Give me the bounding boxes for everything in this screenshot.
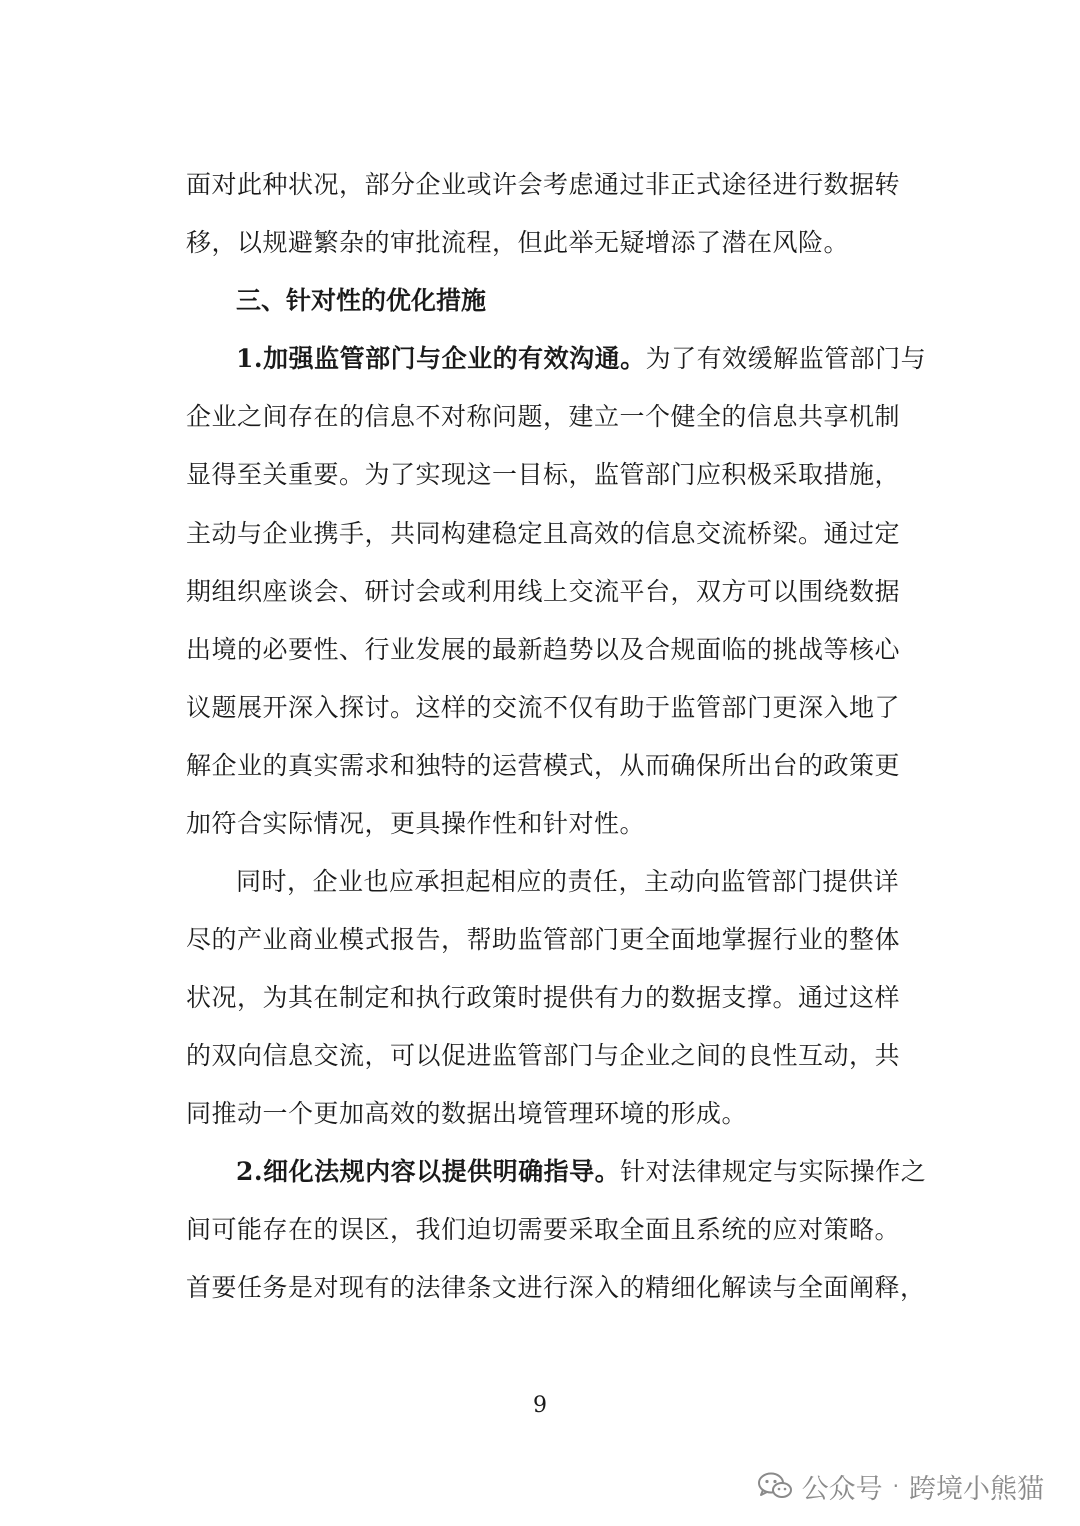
bold-lead: 2.细化法规内容以提供明确指导。 bbox=[236, 1157, 621, 1186]
paragraph-line: 解企业的真实需求和独特的运营模式，从而确保所出台的政策更 bbox=[186, 751, 901, 780]
paragraph-line: 显得至关重要。为了实现这一目标，监管部门应积极采取措施， bbox=[186, 460, 901, 489]
paragraph-line: 同推动一个更加高效的数据出境管理环境的形成。 bbox=[186, 1099, 748, 1128]
paragraph-line: 加符合实际情况，更具操作性和针对性。 bbox=[186, 809, 646, 838]
paragraph-line bbox=[236, 1156, 927, 1188]
watermark-label: 公众号 bbox=[801, 1473, 883, 1505]
paragraph-line: 尽的产业商业模式报告，帮助监管部门更全面地掌握行业的整体 bbox=[186, 925, 901, 954]
paragraph-line: 主动与企业携手，共同构建稳定且高效的信息交流桥梁。通过定 bbox=[186, 519, 901, 548]
paragraph-line: 出境的必要性、行业发展的最新趋势以及合规面临的挑战等核心 bbox=[186, 635, 901, 664]
paragraph-line: 状况，为其在制定和执行政策时提供有力的数据支撑。通过这样 bbox=[186, 983, 901, 1012]
page-number: 9 bbox=[533, 1393, 547, 1418]
paragraph-line: 间可能存在的误区，我们迫切需要采取全面且系统的应对策略。 bbox=[186, 1215, 901, 1244]
line-text: 为了有效缓解监管部门与 bbox=[645, 344, 927, 373]
paragraph-line: 企业之间存在的信息不对称问题，建立一个健全的信息共享机制 bbox=[186, 402, 901, 431]
paragraph-line: 首要任务是对现有的法律条文进行深入的精细化解读与全面阐释， bbox=[186, 1273, 926, 1302]
watermark bbox=[758, 1466, 1044, 1506]
bold-lead: 1.加强监管部门与企业的有效沟通。 bbox=[236, 344, 646, 373]
paragraph-line: 面对此种状况，部分企业或许会考虑通过非正式途径进行数据转 bbox=[186, 170, 901, 199]
paragraph-line bbox=[236, 343, 927, 375]
line-text: 针对法律规定与实际操作之 bbox=[620, 1157, 927, 1186]
wechat-icon bbox=[758, 1472, 792, 1500]
watermark-account: 跨境小熊猫 bbox=[909, 1473, 1044, 1505]
watermark-separator: · bbox=[892, 1474, 899, 1498]
paragraph-line: 期组织座谈会、研讨会或利用线上交流平台，双方可以围绕数据 bbox=[186, 577, 901, 606]
paragraph-line: 同时，企业也应承担起相应的责任，主动向监管部门提供详 bbox=[236, 867, 900, 896]
paragraph-line: 移，以规避繁杂的审批流程，但此举无疑增添了潜在风险。 bbox=[186, 228, 850, 257]
section-heading: 三、针对性的优化措施 bbox=[236, 286, 487, 315]
paragraph-line: 的双向信息交流，可以促进监管部门与企业之间的良性互动，共 bbox=[186, 1041, 901, 1070]
paragraph-line: 议题展开深入探讨。这样的交流不仅有助于监管部门更深入地了 bbox=[186, 693, 901, 722]
